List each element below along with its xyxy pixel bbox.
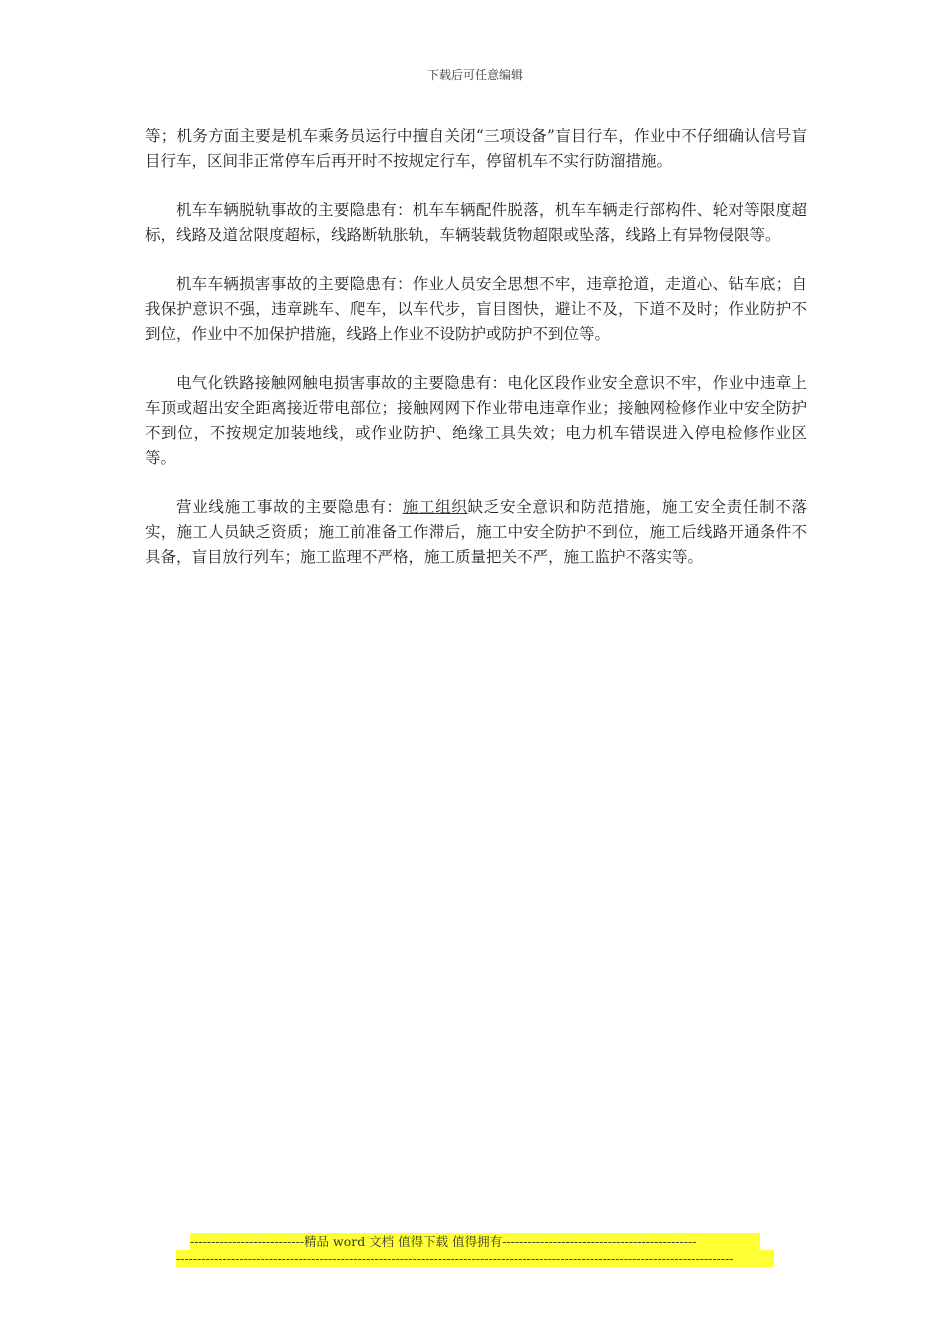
- footer-dash-line: ------------------------------------------------------------------------------------------------------------------------------------: [176, 1250, 774, 1267]
- paragraph-vehicle-injury: 机车车辆损害事故的主要隐患有：作业人员安全思想不牢，违章抢道，走道心、钻车底；自我保护意识不强，违章跳车、爬车，以车代步，盲目图快，避让不及，下道不及时；作业防护不到位，作业中不加保护措施，线路上作业不设防护或防护不到位等。: [145, 275, 807, 343]
- paragraph-derailment: 机车车辆脱轨事故的主要隐患有：机车车辆配件脱落，机车车辆走行部构件、轮对等限度超标，线路及道岔限度超标，线路断轨胀轨，车辆装载货物超限或坠落，线路上有异物侵限等。: [145, 201, 807, 244]
- paragraph-construction-rest: 缺乏安全意识和防范措施，施工安全责任制不落实，施工人员缺乏资质；施工前准备工作滞后，施工中安全防护不到位，施工后线路开通条件不具备，盲目放行列车；施工监理不严格，施工质量把关不严，施工监护不落实等。: [145, 498, 807, 566]
- paragraph-construction: [145, 495, 807, 570]
- paragraph-construction-intro: 营业线施工事故的主要隐患有：: [176, 498, 403, 516]
- footer-banner-line: ---------------------------精品 word 文档 值得下载 值得拥有----------------------------------------------: [190, 1233, 760, 1250]
- paragraph-electrocution: 电气化铁路接触网触电损害事故的主要隐患有：电化区段作业安全意识不牢，作业中违章上车顶或超出安全距离接近带电部位；接触网网下作业带电违章作业；接触网检修作业中安全防护不到位，不按规定加装地线，或作业防护、绝缘工具失效；电力机车错误进入停电检修作业区等。: [145, 374, 807, 467]
- document-body: [145, 124, 807, 594]
- page-footer: [176, 1233, 774, 1267]
- paragraph-continuation: 等；机务方面主要是机车乘务员运行中擅自关闭“三项设备”盲目行车，作业中不仔细确认信号盲目行车，区间非正常停车后再开时不按规定行车，停留机车不实行防溜措施。: [145, 127, 807, 170]
- construction-organization-link[interactable]: 施工组织: [402, 498, 468, 516]
- page-header: 下载后可任意编辑: [426, 68, 523, 82]
